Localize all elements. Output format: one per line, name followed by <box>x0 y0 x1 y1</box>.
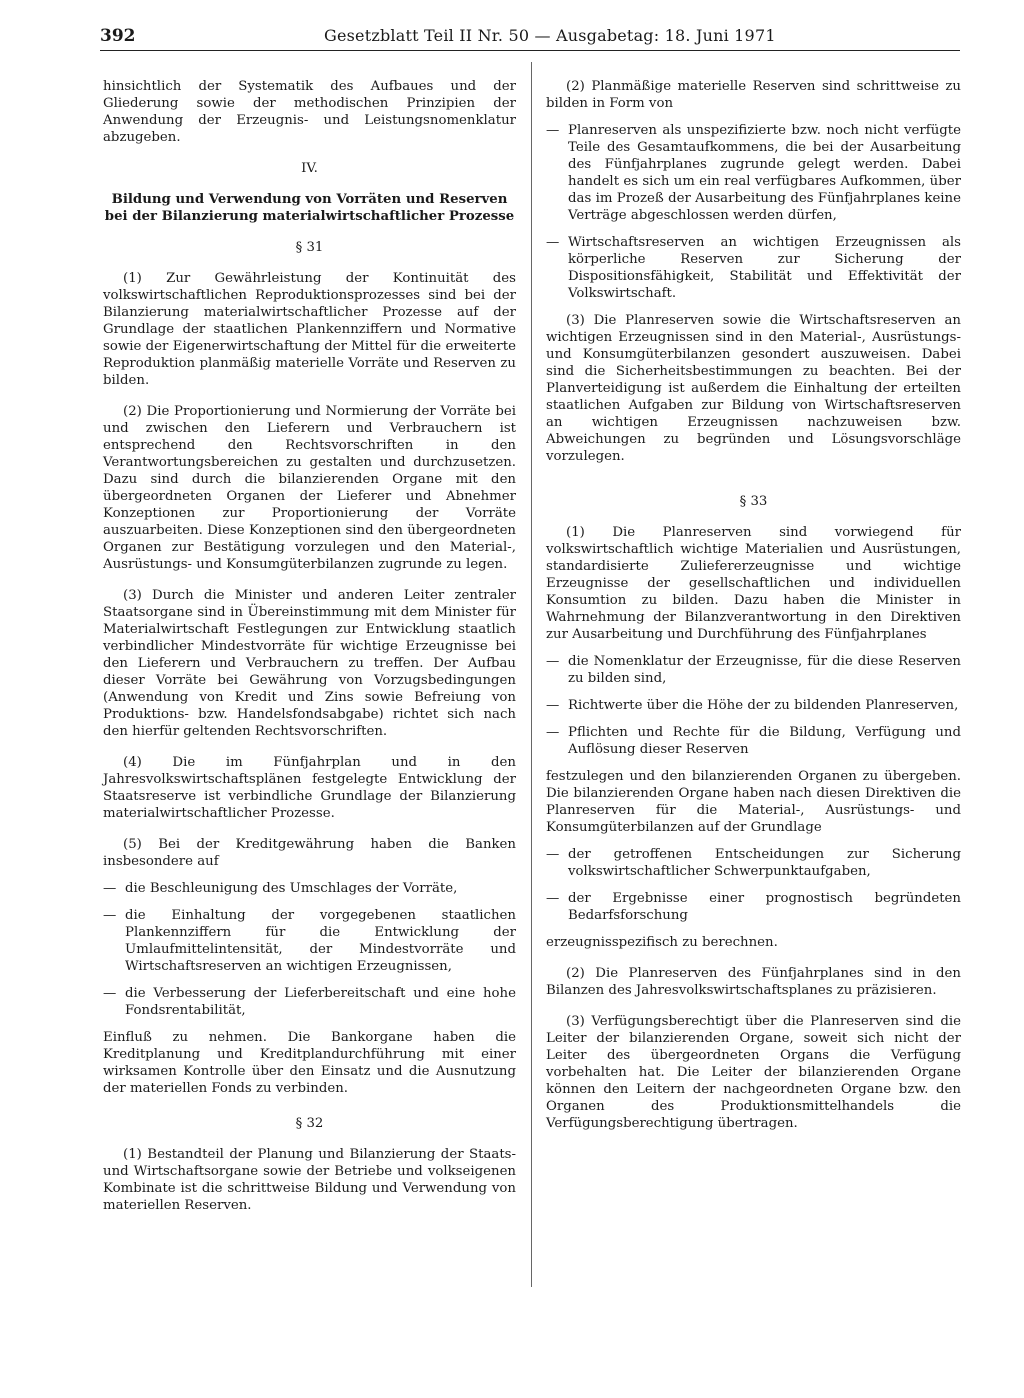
s32-paragraph-1: (1) Bestandteil der Planung und Bilanzierung der Staats- und Wirtschaftsorgane sowie der Betriebe und volkseigenen Kombinate ist die schrittweise Bildung und Verwendung von materiellen Reserven. <box>103 1147 516 1213</box>
list-item: — Planreserven als unspezifizierte bzw. noch nicht verfügte Teile des Gesamtaufkommens, die bei der Ausarbeitung des Fünfjahrplanes zugrunde gelegt werden. Dabei handelt es sich um ein real verfügbares Aufkommen, über das im Prozeß der Ausarbeitung des Fünfjahrplanes keine Verträge abgeschlossen werden dürfen, <box>546 123 961 223</box>
page-header <box>100 26 960 50</box>
column-divider <box>531 62 532 1287</box>
section-32-title: § 32 <box>295 1116 324 1131</box>
chapter-number: IV. <box>301 161 318 176</box>
s31-paragraph-3: (3) Durch die Minister und anderen Leiter zentraler Staatsorgane sind in Übereinstimmung mit dem Minister für Materialwirtschaft Festlegungen zur Entwicklung staatlich verbindlicher Mindestvorräte für wichtige Erzeugnisse bei den Lieferern und Verbrauchern zu treffen. Der Aufbau dieser Vorräte bei Gewährung von Vorzugsbedingungen (Anwendung von Kredit und Zins sowie Befreiung von Produktions- bzw. Handelsfondsabgabe) richtet sich nach den hierfür geltenden Rechtsvorschriften. <box>103 588 516 739</box>
s31-paragraph-5: (5) Bei der Kreditgewährung haben die Banken insbesondere auf <box>103 837 516 869</box>
right-column <box>546 78 961 1146</box>
list-item: — die Beschleunigung des Umschlages der Vorräte, <box>103 881 458 896</box>
s31-paragraph-1: (1) Zur Gewährleistung der Kontinuität des volkswirtschaftlichen Reproduktionsprozesses sind bei der Bilanzierung materialwirtschaftlicher Prozesse auf der Grundlage der staatlichen Plankennziffern und Normative sowie der Eigenerwirtschaftung der Mittel für die erweiterte Reproduktion planmäßig materielle Vorräte und Reserven zu bilden. <box>103 271 516 388</box>
s33-dash-list-b <box>546 846 961 924</box>
dash-marker: — <box>546 847 560 862</box>
intro-paragraph: hinsichtlich der Systematik des Aufbaues und der Gliederung sowie der methodischen Prinzipien der Anwendung der Erzeugnis- und Leistungsnomenklatur abzugeben. <box>103 79 516 145</box>
list-item: — der getroffenen Entscheidungen zur Sicherung volkswirtschaftlicher Schwerpunktaufgaben, <box>546 847 961 879</box>
dash-marker: — <box>103 908 117 923</box>
s32-paragraph-2: (2) Planmäßige materielle Reserven sind schrittweise zu bilden in Form von <box>546 79 961 111</box>
dash-marker: — <box>546 654 560 669</box>
s33-paragraph-2: (2) Die Planreserven des Fünfjahrplanes sind in den Bilanzen des Jahresvolkswirtschaftsplanes zu präzisieren. <box>546 966 961 998</box>
chapter-heading: Bildung und Verwendung von Vorräten und Reserven bei der Bilanzierung materialwirtschaftlicher Prozesse <box>104 192 515 224</box>
list-item: — Wirtschaftsreserven an wichtigen Erzeugnissen als körperliche Reserven zur Sicherung der Dispositionsfähigkeit, Stabilität und Effektivität der Volkswirtschaft. <box>546 235 961 301</box>
dash-marker: — <box>546 891 560 906</box>
section-31-title: § 31 <box>295 240 324 255</box>
s31-paragraph-5-end: Einfluß zu nehmen. Die Bankorgane haben die Kreditplanung und Kreditplandurchführung mit einer wirksamen Kontrolle über den Einsatz und die Ausnutzung der materiellen Fonds zu verbinden. <box>103 1030 516 1096</box>
s33-paragraph-1: (1) Die Planreserven sind vorwiegend für volkswirtschaftlich wichtige Materialien und Ausrüstungen, standardisierte Zuliefererzeugnisse und wichtige Erzeugnisse der gesellschaftlichen und individuellen Konsumtion zu bilden. Dazu haben die Minister in Wahrnehmung der Bilanzverantwortung in den Direktiven zur Ausarbeitung und Durchführung des Fünfjahrplanes <box>546 525 961 642</box>
gazette-title: Gesetzblatt Teil II Nr. 50 — Ausgabetag: 18. Juni 1971 <box>324 26 776 45</box>
header-rule <box>100 50 960 51</box>
s31-dash-list <box>103 880 516 1019</box>
dash-marker: — <box>103 986 117 1001</box>
dash-marker: — <box>546 698 560 713</box>
list-item: — die Einhaltung der vorgegebenen staatlichen Plankennziffern für die Entwicklung der Umlaufmittelintensität, der Mindestvorräte und Wirtschaftsreserven an wichtigen Erzeugnissen, <box>103 908 516 974</box>
left-column <box>103 78 516 1228</box>
s31-paragraph-2: (2) Die Proportionierung und Normierung der Vorräte bei und zwischen den Lieferern und Verbrauchern ist entsprechend den Rechtsvorschriften in den Verantwortungsbereichen zu gestalten und durchzusetzen. Dazu sind durch die bilanzierenden Organe mit den übergeordneten Organen der Lieferer und Abnehmer Konzeptionen zur Proportionierung der Vorräte auszuarbeiten. Diese Konzeptionen sind den übergeordneten Organen zur Bestätigung vorzulegen und den Material-, Ausrüstungs- und Konsumgüterbilanzen zugrunde zu legen. <box>103 404 516 572</box>
list-item: — der Ergebnisse einer prognostisch begründeten Bedarfsforschung <box>546 891 961 923</box>
dash-marker: — <box>546 235 560 250</box>
s33-paragraph-1-mid: festzulegen und den bilanzierenden Organen zu übergeben. Die bilanzierenden Organe haben nach diesen Direktiven die Planreserven für die Material-, Ausrüstungs- und Konsumgüterbilanzen auf der Grundlage <box>546 769 961 835</box>
list-item: — Pflichten und Rechte für die Bildung, Verfügung und Auflösung dieser Reserven <box>546 725 961 757</box>
list-item: — die Verbesserung der Lieferbereitschaft und eine hohe Fondsrentabilität, <box>103 986 516 1018</box>
s33-paragraph-3: (3) Verfügungsberechtigt über die Planreserven sind die Leiter der bilanzierenden Organe, soweit sich nicht der Leiter des übergeordneten Organs die Verfügung vorbehalten hat. Die Leiter der bilanzierenden Organe können den Leitern der nachgeordneten Organe bzw. den Organen des Produktionsmittelhandels die Verfügungsberechtigung übertragen. <box>546 1014 961 1131</box>
page-number: 392 <box>100 26 136 46</box>
dash-marker: — <box>546 725 560 740</box>
s32-paragraph-3: (3) Die Planreserven sowie die Wirtschaftsreserven an wichtigen Erzeugnissen sind in den Material-, Ausrüstungs- und Konsumgüterbilanzen gesondert auszuweisen. Dabei sind die Sicherheitsbestimmungen zu beachten. Bei der Planverteidigung ist außerdem die Einhaltung der erteilten staatlichen Aufgaben zur Bildung von Wirtschaftsreserven an wichtigen Erzeugnissen nachzuweisen bzw. Abweichungen zu begründen und Lösungsvorschläge vorzulegen. <box>546 313 961 464</box>
s31-paragraph-4: (4) Die im Fünfjahrplan und in den Jahresvolkswirtschaftsplänen festgelegte Entwicklung der Staatsreserve ist verbindliche Grundlage der Bilanzierung materialwirtschaftlicher Prozesse. <box>103 755 516 821</box>
section-33-title: § 33 <box>739 494 768 509</box>
s33-dash-list-a <box>546 653 961 758</box>
list-item: — die Nomenklatur der Erzeugnisse, für die diese Reserven zu bilden sind, <box>546 654 961 686</box>
list-item: — Richtwerte über die Höhe der zu bildenden Planreserven, <box>546 698 959 713</box>
s33-paragraph-1-end: erzeugnisspezifisch zu berechnen. <box>546 935 778 950</box>
s32-dash-list <box>546 122 961 302</box>
dash-marker: — <box>546 123 560 138</box>
dash-marker: — <box>103 881 117 896</box>
